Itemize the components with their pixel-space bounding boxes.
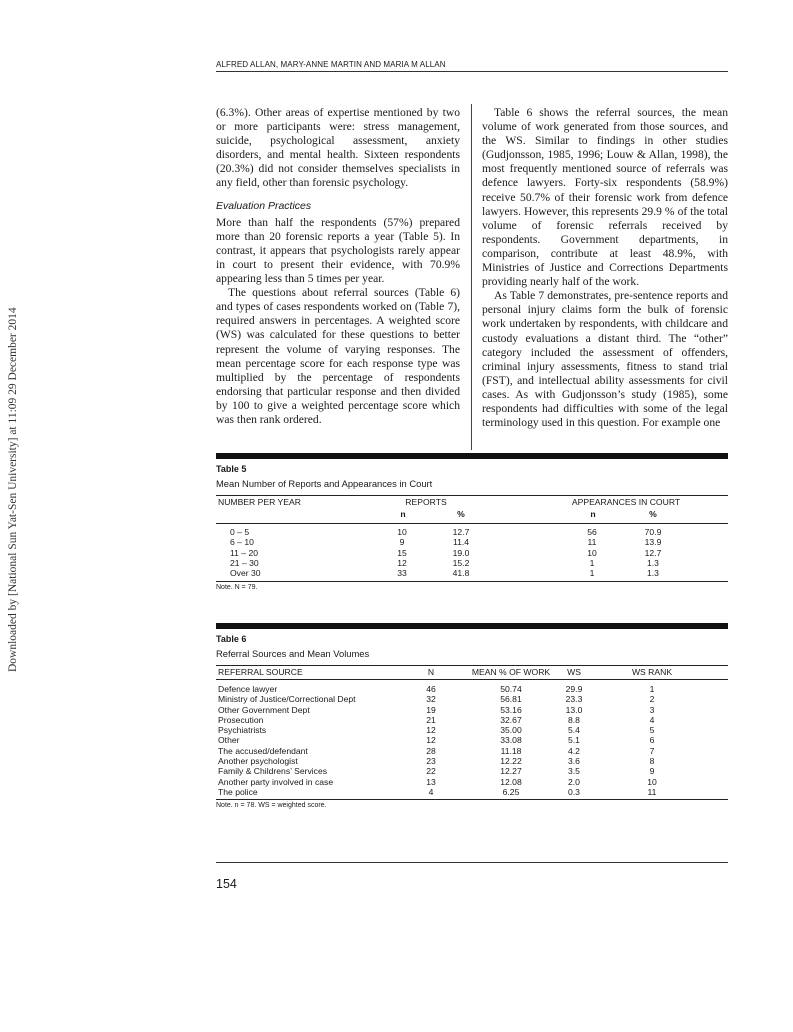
table-row bbox=[216, 787, 728, 797]
cell-source: Prosecution bbox=[218, 714, 264, 725]
cell-ws: 29.9 bbox=[565, 684, 583, 694]
table-row bbox=[216, 558, 728, 568]
header-n: n bbox=[590, 509, 596, 519]
table-row bbox=[216, 684, 728, 694]
cell-mean: 6.25 bbox=[502, 786, 520, 797]
cell-reports-pct: 41.8 bbox=[452, 568, 470, 579]
section-heading: Evaluation Practices bbox=[216, 199, 312, 212]
cell-mean: 35.00 bbox=[500, 725, 522, 736]
cell-label: 0 – 5 bbox=[230, 527, 250, 537]
table-caption: Mean Number of Reports and Appearances in Court bbox=[216, 478, 433, 489]
cell-source: The accused/defendant bbox=[218, 745, 308, 756]
cell-appear-pct: 1.3 bbox=[647, 568, 659, 579]
cell-ws: 5.4 bbox=[568, 725, 580, 736]
cell-mean: 53.16 bbox=[500, 704, 522, 715]
table-row bbox=[216, 715, 728, 725]
running-head: ALFRED ALLAN, MARY-ANNE MARTIN AND MARIA M ALLAN bbox=[216, 60, 446, 69]
cell-n: 46 bbox=[426, 684, 436, 694]
table-top-bar bbox=[216, 453, 728, 459]
table-note: Note. N = 79. bbox=[216, 584, 258, 592]
cell-reports-pct: 11.4 bbox=[452, 537, 470, 548]
cell-ws: 8.8 bbox=[568, 714, 580, 725]
column-divider bbox=[471, 104, 472, 450]
header-appearances: APPEARANCES IN COURT bbox=[571, 497, 681, 507]
table-row bbox=[216, 766, 728, 776]
header-n: n bbox=[400, 509, 406, 519]
cell-rank: 11 bbox=[647, 786, 657, 797]
cell-reports-n: 15 bbox=[397, 547, 407, 558]
table-row bbox=[216, 537, 728, 547]
footer-rule bbox=[216, 862, 728, 863]
cell-n: 28 bbox=[426, 745, 436, 756]
cell-appear-pct: 13.9 bbox=[644, 537, 662, 548]
paragraph: Table 6 shows the referral sources, the mean volume of work generated from those sources, and the WS. Similar to findings in other studies (Gudjonsson, 1985, 1996; Louw & Allan, 1998), the most frequently mentioned source of referrals was defence lawyers. Forty-six respondents (58.9%) receive 50.7% of their forensic work from defence lawyers. However, this represents 29.9 % of the total volume of forensic referrals received by respondents. Government departments, in comparison, contribute at least 48.9%, with Ministries of Justice and Corrections Departments providing nearly half of the work. bbox=[482, 106, 728, 289]
header-pct: % bbox=[649, 509, 657, 519]
cell-appear-pct: 70.9 bbox=[644, 527, 662, 537]
header-number-per-year: NUMBER PER YEAR bbox=[218, 497, 301, 507]
cell-label: 6 – 10 bbox=[230, 537, 254, 548]
cell-n: 22 bbox=[426, 766, 436, 777]
cell-ws: 4.2 bbox=[568, 745, 580, 756]
cell-reports-n: 12 bbox=[397, 557, 407, 568]
cell-appear-pct: 12.7 bbox=[644, 547, 662, 558]
cell-reports-n: 9 bbox=[399, 537, 405, 548]
header-referral-source: REFERRAL SOURCE bbox=[218, 667, 303, 677]
cell-label: 11 – 20 bbox=[230, 547, 259, 558]
cell-appear-n: 1 bbox=[589, 568, 595, 579]
header-ws: WS bbox=[567, 667, 581, 677]
cell-n: 21 bbox=[426, 714, 436, 725]
header-mean-work: MEAN % OF WORK bbox=[471, 667, 551, 677]
cell-n: 19 bbox=[426, 704, 436, 715]
cell-n: 23 bbox=[426, 756, 436, 767]
header-n: N bbox=[427, 667, 435, 677]
cell-reports-pct: 15.2 bbox=[452, 557, 470, 568]
header-pct: % bbox=[457, 509, 465, 519]
cell-n: 12 bbox=[426, 725, 436, 736]
cell-appear-n: 1 bbox=[589, 557, 595, 568]
header-ws-rank: WS RANK bbox=[631, 667, 673, 677]
cell-mean: 56.81 bbox=[500, 694, 522, 705]
right-column bbox=[482, 106, 728, 430]
cell-rank: 9 bbox=[649, 766, 655, 777]
table-row bbox=[216, 756, 728, 766]
paragraph: As Table 7 demonstrates, pre-sentence reports and personal injury claims form the bulk of forensic work undertaken by respondents, with childcare and custody evaluations a distant third. The “other” category included the assessment of offenders, criminal injury assessments, fitness to stand trial (FST), and intellectual ability assessments for civil cases. As with Gudjonsson’s study (1985), some respondents had difficulties with some of the legal terminology used in this question. For example one bbox=[482, 289, 728, 430]
table-header-row bbox=[216, 666, 728, 679]
cell-n: 32 bbox=[426, 694, 436, 705]
table-5 bbox=[216, 453, 728, 591]
table-rule bbox=[216, 679, 728, 680]
cell-source: Defence lawyer bbox=[218, 684, 278, 694]
cell-n: 12 bbox=[426, 735, 436, 746]
cell-rank: 7 bbox=[649, 745, 655, 756]
cell-reports-pct: 12.7 bbox=[452, 527, 470, 537]
cell-n: 4 bbox=[428, 786, 434, 797]
cell-ws: 0.3 bbox=[568, 786, 580, 797]
table-row bbox=[216, 568, 728, 578]
cell-rank: 1 bbox=[649, 684, 655, 694]
cell-source: The police bbox=[218, 786, 258, 797]
table-row bbox=[216, 746, 728, 756]
paragraph: The questions about referral sources (Table 6) and types of cases respondents worked on (Table 7), required answers in percentages. A weighted score (WS) was calculated for these questions to better represent the volume of varying responses. The mean percentage score for each response type was multiplied by the percentage of respondents endorsing that particular response and then divided by 100 to give a weighted percentage score which was then rank ordered. bbox=[216, 286, 460, 426]
cell-appear-pct: 1.3 bbox=[647, 557, 659, 568]
cell-ws: 5.1 bbox=[568, 735, 580, 746]
table-rule bbox=[216, 581, 728, 582]
cell-rank: 5 bbox=[649, 725, 655, 736]
header-rule bbox=[216, 71, 728, 72]
cell-source: Family & Childrens’ Services bbox=[218, 766, 328, 777]
table-5-body bbox=[216, 527, 728, 578]
cell-appear-n: 11 bbox=[587, 537, 597, 548]
table-note: Note. n = 78. WS = weighted score. bbox=[216, 802, 327, 810]
table-top-bar bbox=[216, 623, 728, 629]
cell-mean: 12.22 bbox=[500, 756, 522, 767]
table-row bbox=[216, 735, 728, 745]
cell-label: 21 – 30 bbox=[230, 557, 259, 568]
download-watermark: Downloaded by [National Sun Yat-Sen University] at 11:09 29 December 2014 bbox=[7, 307, 19, 673]
table-6 bbox=[216, 623, 728, 809]
cell-rank: 8 bbox=[649, 756, 655, 767]
table-number: Table 5 bbox=[216, 464, 247, 474]
cell-mean: 33.08 bbox=[500, 735, 522, 746]
table-row bbox=[216, 548, 728, 558]
cell-rank: 3 bbox=[649, 704, 655, 715]
table-caption: Referral Sources and Mean Volumes bbox=[216, 648, 370, 659]
cell-ws: 13.0 bbox=[565, 704, 583, 715]
cell-ws: 3.6 bbox=[568, 756, 580, 767]
table-header-row bbox=[216, 496, 728, 509]
cell-source: Another party involved in case bbox=[218, 776, 334, 787]
cell-rank: 2 bbox=[649, 694, 655, 705]
cell-rank: 6 bbox=[649, 735, 655, 746]
table-row bbox=[216, 705, 728, 715]
table-rule bbox=[216, 799, 728, 800]
paragraph: (6.3%). Other areas of expertise mentioned by two or more participants were: stress management, suicide, psychological assessment, anxiety disorders, and mental health. Sixteen respondents (20.3%) did not consider themselves specialists in any field, other than forensic psychology. bbox=[216, 106, 460, 190]
cell-source: Ministry of Justice/Correctional Dept bbox=[218, 694, 356, 705]
table-number: Table 6 bbox=[216, 634, 247, 644]
cell-label: Over 30 bbox=[230, 568, 261, 579]
cell-mean: 32.67 bbox=[500, 714, 522, 725]
paragraph: More than half the respondents (57%) prepared more than 20 forensic reports a year (Table 5). In contrast, it appears that psychologists rarely appear in court to present their evidence, with 70.9% appearing less than 5 times per year. bbox=[216, 215, 460, 286]
table-row bbox=[216, 725, 728, 735]
cell-source: Other bbox=[218, 735, 240, 746]
table-6-body bbox=[216, 684, 728, 797]
cell-mean: 11.18 bbox=[500, 745, 522, 756]
cell-source: Psychiatrists bbox=[218, 725, 267, 736]
cell-ws: 2.0 bbox=[568, 776, 580, 787]
table-rule bbox=[216, 523, 728, 524]
cell-appear-n: 10 bbox=[587, 547, 597, 558]
table-row bbox=[216, 777, 728, 787]
left-column bbox=[216, 106, 460, 427]
cell-mean: 50.74 bbox=[500, 684, 522, 694]
cell-ws: 23.3 bbox=[565, 694, 583, 705]
cell-source: Other Government Dept bbox=[218, 704, 310, 715]
cell-n: 13 bbox=[426, 776, 436, 787]
cell-appear-n: 56 bbox=[587, 527, 597, 537]
cell-reports-pct: 19.0 bbox=[452, 547, 470, 558]
cell-ws: 3.5 bbox=[568, 766, 580, 777]
page-number: 154 bbox=[216, 877, 237, 891]
cell-reports-n: 33 bbox=[397, 568, 407, 579]
cell-mean: 12.27 bbox=[500, 766, 522, 777]
table-row bbox=[216, 527, 728, 537]
cell-source: Another psychologist bbox=[218, 756, 298, 767]
table-subheader-row bbox=[216, 509, 728, 520]
table-row bbox=[216, 694, 728, 704]
cell-mean: 12.08 bbox=[500, 776, 522, 787]
cell-rank: 10 bbox=[647, 776, 657, 787]
cell-rank: 4 bbox=[649, 714, 655, 725]
cell-reports-n: 10 bbox=[397, 527, 407, 537]
header-reports: REPORTS bbox=[405, 497, 447, 507]
